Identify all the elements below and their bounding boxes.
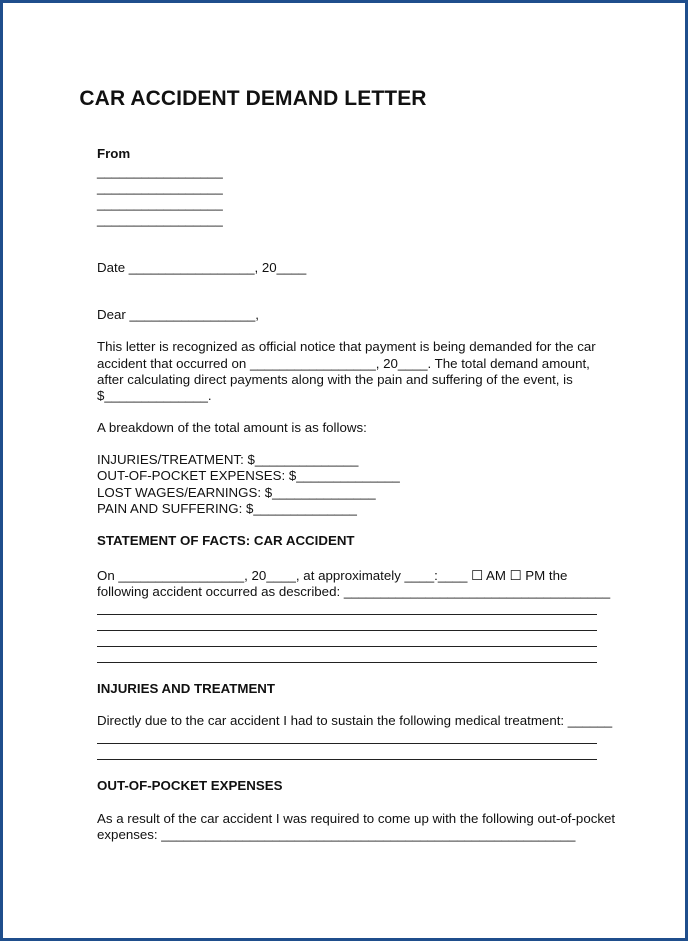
intro-line-2: accident that occurred on _________________, 20____. The total demand amount, [97,356,590,371]
from-line-1: _________________ [97,164,223,179]
facts-blank-line [97,614,597,615]
expenses-heading: OUT-OF-POCKET EXPENSES [97,778,283,793]
facts-heading: STATEMENT OF FACTS: CAR ACCIDENT [97,533,355,548]
facts-blank-line [97,662,597,663]
document-title: CAR ACCIDENT DEMAND LETTER [79,87,427,110]
breakdown-intro: A breakdown of the total amount is as follows: [97,420,367,435]
injuries-blank-line [97,759,597,760]
facts-blank-line [97,646,597,647]
facts-line-2: following accident occurred as described: ____________________________________ [97,584,611,599]
intro-line-4: $______________. [97,388,212,403]
from-label: From [97,146,131,161]
from-line-2: _________________ [97,180,223,195]
injuries-blank-line [97,743,597,744]
date-line: Date _________________, 20____ [97,260,307,275]
breakdown-injuries: INJURIES/TREATMENT: $______________ [97,452,359,467]
expenses-line-2: expenses: ________________________________________________________ [97,827,576,842]
breakdown-pain-suffering: PAIN AND SUFFERING: $______________ [97,501,357,516]
breakdown-out-of-pocket: OUT-OF-POCKET EXPENSES: $______________ [97,468,400,483]
from-line-3: _________________ [97,196,223,211]
dear-line: Dear _________________, [97,307,259,322]
facts-line-1: On _________________, 20____, at approximately ____:____ ☐ AM ☐ PM the [97,568,568,583]
expenses-line-1: As a result of the car accident I was required to come up with the following out-of-pocket [97,811,616,826]
intro-line-3: after calculating direct payments along with the pain and suffering of the event, is [97,372,573,387]
breakdown-lost-wages: LOST WAGES/EARNINGS: $______________ [97,485,376,500]
from-line-4: _________________ [97,212,223,227]
injuries-heading: INJURIES AND TREATMENT [97,681,276,696]
intro-line-1: This letter is recognized as official notice that payment is being demanded for the car [97,339,596,354]
facts-blank-line [97,630,597,631]
injuries-text: Directly due to the car accident I had to sustain the following medical treatment: ______ [97,713,613,728]
